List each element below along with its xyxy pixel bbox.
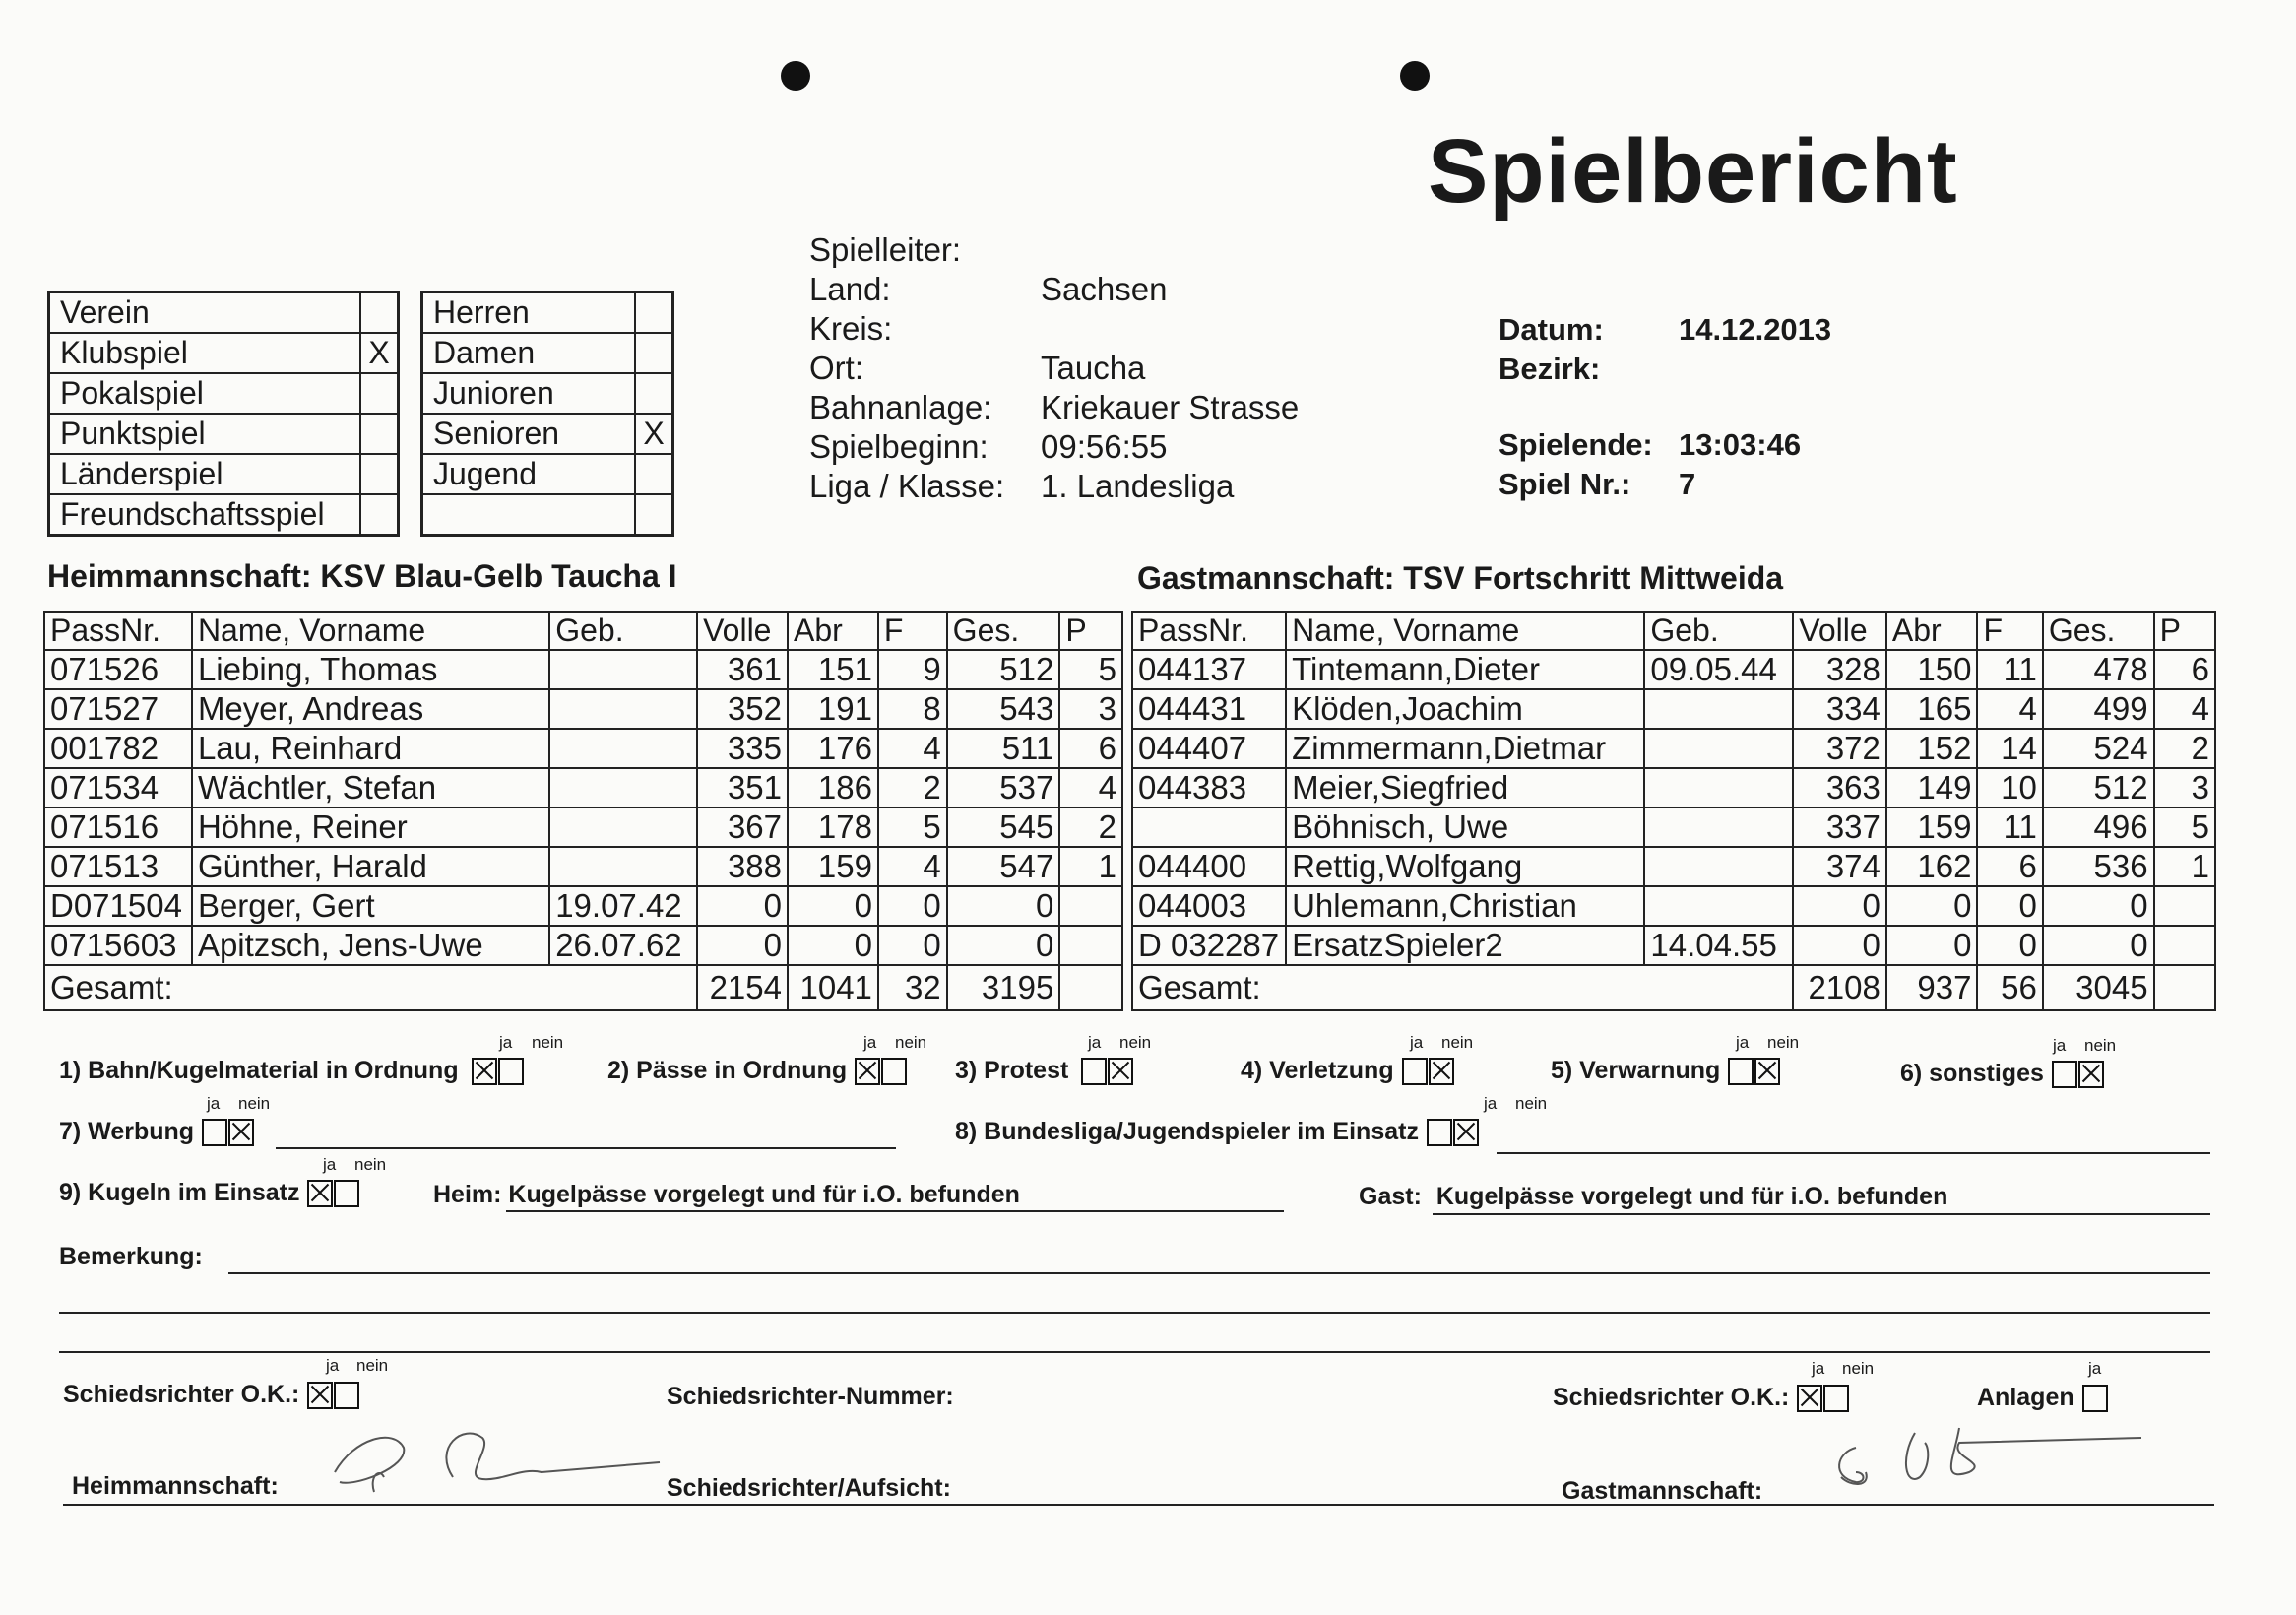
checkbox-verein[interactable] [361, 293, 397, 332]
sr-ok-guest-nein-checkbox[interactable] [1823, 1385, 1849, 1412]
sr-ok-guest: Schiedsrichter O.K.: ja nein [1553, 1359, 1875, 1411]
col-header-pass: PassNr. [44, 612, 192, 650]
col-header-f: F [878, 612, 947, 650]
table-row: D071504 Berger, Gert 19.07.42 0 0 0 0 [44, 886, 1122, 926]
question-6: 6) sonstiges ja nein [1900, 1036, 2117, 1087]
land-label: Land: [809, 271, 891, 307]
heim-kugelpaesse: Heim: Kugelpässe vorgelegt und für i.O. befunden [433, 1181, 1020, 1208]
table-row: 071527 Meyer, Andreas 352 191 8 543 3 [44, 689, 1122, 729]
gastmannschaft-signature-label: Gastmannschaft: [1562, 1477, 1763, 1505]
col-header-volle: Volle [1793, 612, 1886, 650]
game-type-row: Punktspiel [50, 415, 397, 455]
table-total-row: Gesamt: 2108 937 56 3045 [1132, 965, 2215, 1010]
col-header-name: Name, Vorname [1286, 612, 1644, 650]
checkbox-freundschaftsspiel[interactable] [361, 495, 397, 534]
col-header-abr: Abr [1886, 612, 1978, 650]
match-info-left [809, 230, 1299, 506]
question-3: 3) Protest ja nein [955, 1033, 1152, 1084]
question-5: 5) Verwarnung ja nein [1551, 1033, 1800, 1084]
col-header-p: P [2154, 612, 2215, 650]
class-row: Damen [423, 334, 671, 374]
table-row: 071534 Wächtler, Stefan 351 186 2 537 4 [44, 768, 1122, 808]
checkbox-laenderspiel[interactable] [361, 455, 397, 493]
gast-line[interactable] [1433, 1213, 2210, 1215]
q3-ja-checkbox[interactable] [1081, 1058, 1107, 1085]
gast-kugelpaesse-value: Kugelpässe vorgelegt und für i.O. befunden [1435, 1183, 1948, 1210]
q7-line[interactable] [276, 1147, 896, 1149]
checkbox-klubspiel[interactable]: X [368, 335, 390, 370]
datum-value: 14.12.2013 [1679, 312, 1832, 347]
liga-value: 1. Landesliga [1041, 468, 1235, 504]
punch-hole-left [781, 61, 810, 91]
guest-team-label: Gastmannschaft: TSV Fortschritt Mittweida [1137, 560, 1784, 596]
game-type-row: Verein [50, 293, 397, 334]
col-header-ges: Ges. [2043, 612, 2154, 650]
col-header-geb: Geb. [1644, 612, 1793, 650]
game-type-row: Klubspiel X [50, 334, 397, 374]
table-header-row [1132, 612, 2215, 650]
table-row: 044407 Zimmermann,Dietmar 372 152 14 524 2 [1132, 729, 2215, 768]
sr-ok-home-ja-checkbox[interactable] [307, 1382, 333, 1409]
q8-nein-checkbox[interactable] [1453, 1119, 1479, 1146]
col-header-geb: Geb. [549, 612, 697, 650]
table-row: 0715603 Apitzsch, Jens-Uwe 26.07.62 0 0 0 0 [44, 926, 1122, 965]
q8-line[interactable] [1497, 1152, 2210, 1154]
checkbox-pokalspiel[interactable] [361, 374, 397, 413]
question-4: 4) Verletzung ja nein [1241, 1033, 1474, 1084]
guest-signature [1821, 1418, 2146, 1497]
ort-value: Taucha [1041, 350, 1146, 386]
q9-nein-checkbox[interactable] [334, 1180, 359, 1207]
sr-ok-home: Schiedsrichter O.K.: ja nein [63, 1356, 389, 1408]
table-row: Böhnisch, Uwe 337 159 11 496 5 [1132, 808, 2215, 847]
q1-ja-checkbox[interactable] [472, 1058, 497, 1085]
table-row: 001782 Lau, Reinhard 335 176 4 511 6 [44, 729, 1122, 768]
spiel-nr-label: Spiel Nr.: [1499, 467, 1631, 501]
col-header-ges: Ges. [947, 612, 1060, 650]
checkbox-damen[interactable] [636, 334, 671, 372]
spielbeginn-value: 09:56:55 [1041, 428, 1168, 465]
sr-ok-guest-ja-checkbox[interactable] [1797, 1385, 1822, 1412]
col-header-p: P [1059, 612, 1122, 650]
match-info-right-lower [1499, 425, 1801, 504]
sr-nummer-label: Schiedsrichter-Nummer: [667, 1383, 954, 1410]
q3-nein-checkbox[interactable] [1108, 1058, 1133, 1085]
signature-line[interactable] [63, 1504, 2214, 1506]
q9-ja-checkbox[interactable] [307, 1180, 333, 1207]
anlagen: Anlagen ja [1977, 1384, 2108, 1412]
col-header-volle: Volle [697, 612, 788, 650]
table-row: 071526 Liebing, Thomas 361 151 9 512 5 [44, 650, 1122, 689]
game-type-row: Pokalspiel [50, 374, 397, 415]
question-9: 9) Kugeln im Einsatz ja nein [59, 1155, 387, 1206]
checkbox-herren[interactable] [636, 293, 671, 332]
q6-ja-checkbox[interactable] [2052, 1061, 2077, 1088]
q6-nein-checkbox[interactable] [2078, 1061, 2104, 1088]
ort-label: Ort: [809, 350, 863, 386]
spielbeginn-label: Spielbeginn: [809, 428, 989, 465]
guest-team-table [1131, 611, 2216, 1011]
spielleiter-label: Spielleiter: [809, 231, 962, 268]
heim-line[interactable] [506, 1210, 1284, 1212]
heim-kugelpaesse-value: Kugelpässe vorgelegt und für i.O. befunden [508, 1181, 1020, 1208]
class-row: Senioren X [423, 415, 671, 455]
question-1: 1) Bahn/Kugelmaterial in Ordnung ja nein [59, 1033, 564, 1084]
game-type-row: Länderspiel [50, 455, 397, 495]
class-row: Junioren [423, 374, 671, 415]
checkbox-punktspiel[interactable] [361, 415, 397, 453]
punch-hole-right [1400, 61, 1430, 91]
checkbox-jugend[interactable] [636, 455, 671, 493]
question-2: 2) Pässe in Ordnung ja nein [607, 1033, 927, 1084]
match-info-right [1499, 310, 1831, 389]
heimmannschaft-signature-label: Heimmannschaft: [72, 1472, 279, 1500]
bezirk-label: Bezirk: [1499, 352, 1601, 386]
sr-ok-home-nein-checkbox[interactable] [334, 1382, 359, 1409]
q7-nein-checkbox[interactable] [228, 1119, 254, 1146]
q7-ja-checkbox[interactable] [202, 1119, 227, 1146]
liga-label: Liga / Klasse: [809, 468, 1005, 504]
class-box [420, 291, 674, 537]
bemerkung-label: Bemerkung: [59, 1243, 203, 1270]
bahnanlage-value: Kriekauer Strasse [1041, 389, 1300, 425]
class-row: Herren [423, 293, 671, 334]
checkbox-empty[interactable] [636, 495, 671, 534]
q2-ja-checkbox[interactable] [855, 1058, 880, 1085]
table-header-row [44, 612, 1122, 650]
col-header-pass: PassNr. [1132, 612, 1286, 650]
bemerkung-line-3[interactable] [59, 1351, 2210, 1353]
q5-ja-checkbox[interactable] [1728, 1058, 1754, 1085]
q5-nein-checkbox[interactable] [1754, 1058, 1780, 1085]
q1-nein-checkbox[interactable] [498, 1058, 524, 1085]
table-row: 044137 Tintemann,Dieter 09.05.44 328 150 11 478 6 [1132, 650, 2215, 689]
page-title: Spielbericht [1428, 121, 1958, 222]
q2-nein-checkbox[interactable] [881, 1058, 907, 1085]
game-type-box [47, 291, 400, 537]
home-signature [315, 1408, 670, 1497]
spielende-value: 13:03:46 [1679, 427, 1802, 462]
question-8: 8) Bundesliga/Jugendspieler im Einsatz ja nein [955, 1094, 1548, 1145]
table-row: 044431 Klöden,Joachim 334 165 4 499 4 [1132, 689, 2215, 729]
col-header-name: Name, Vorname [192, 612, 549, 650]
table-row: D 032287 ErsatzSpieler2 14.04.55 0 0 0 0 [1132, 926, 2215, 965]
question-7: 7) Werbung ja nein [59, 1094, 271, 1145]
kreis-label: Kreis: [809, 310, 893, 347]
datum-label: Datum: [1499, 312, 1604, 347]
col-header-f: F [1977, 612, 2042, 650]
class-row [423, 495, 671, 534]
q8-ja-checkbox[interactable] [1427, 1119, 1452, 1146]
checkbox-junioren[interactable] [636, 374, 671, 413]
spiel-nr-value: 7 [1679, 467, 1696, 501]
table-row: 071513 Günther, Harald 388 159 4 547 1 [44, 847, 1122, 886]
col-header-abr: Abr [788, 612, 878, 650]
bemerkung-line-2[interactable] [59, 1312, 2210, 1314]
bahnanlage-label: Bahnanlage: [809, 389, 992, 425]
game-type-row: Freundschaftsspiel [50, 495, 397, 534]
q4-ja-checkbox[interactable] [1402, 1058, 1428, 1085]
table-row: 071516 Höhne, Reiner 367 178 5 545 2 [44, 808, 1122, 847]
bemerkung-line-1[interactable] [228, 1272, 2210, 1274]
land-value: Sachsen [1041, 271, 1168, 307]
home-team-label: Heimmannschaft: KSV Blau-Gelb Taucha I [47, 558, 677, 594]
gast-kugelpaesse: Gast: Kugelpässe vorgelegt und für i.O. befunden [1359, 1183, 1948, 1210]
checkbox-senioren[interactable]: X [643, 416, 665, 451]
aufsicht-signature-label: Schiedsrichter/Aufsicht: [667, 1474, 951, 1502]
table-row: 044400 Rettig,Wolfgang 374 162 6 536 1 [1132, 847, 2215, 886]
table-total-row: Gesamt: 2154 1041 32 3195 [44, 965, 1122, 1010]
spielende-label: Spielende: [1499, 427, 1653, 462]
table-row: 044003 Uhlemann,Christian 0 0 0 0 [1132, 886, 2215, 926]
anlagen-ja-checkbox[interactable] [2082, 1385, 2108, 1412]
q4-nein-checkbox[interactable] [1429, 1058, 1454, 1085]
home-team-table [43, 611, 1123, 1011]
class-row: Jugend [423, 455, 671, 495]
table-row: 044383 Meier,Siegfried 363 149 10 512 3 [1132, 768, 2215, 808]
